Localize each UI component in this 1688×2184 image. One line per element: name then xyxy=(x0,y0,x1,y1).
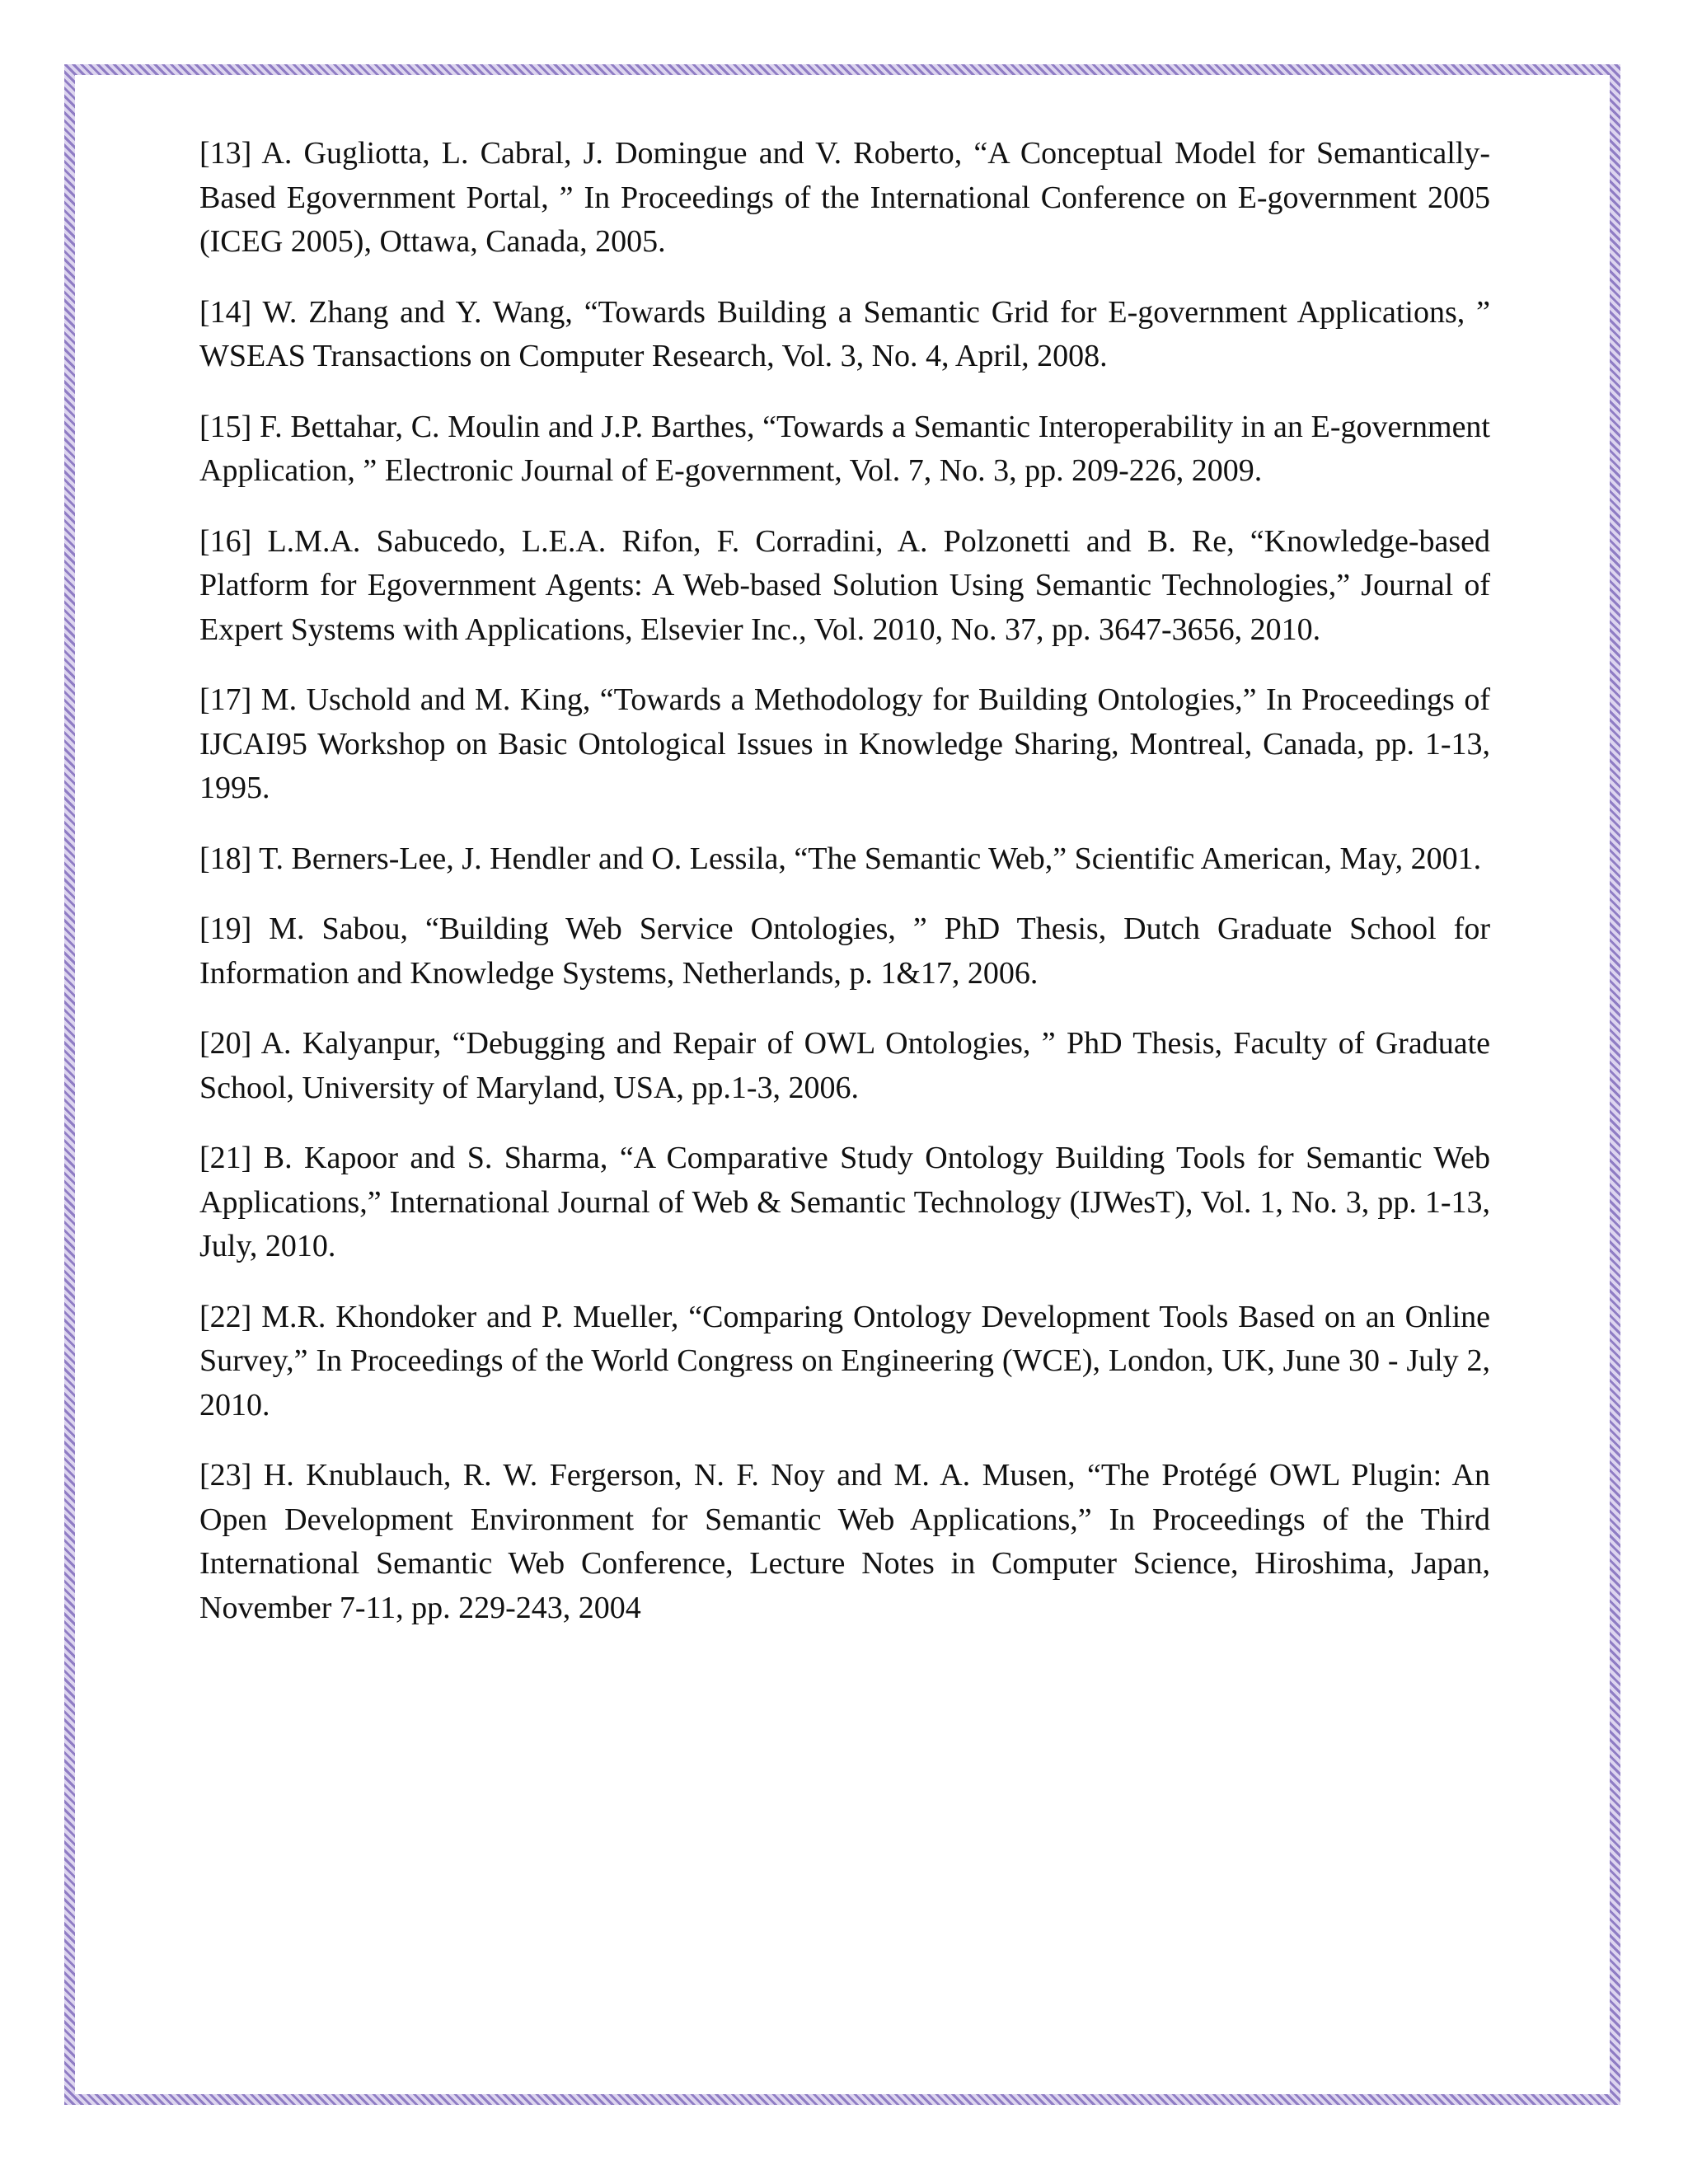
reference-23: [23] H. Knublauch, R. W. Fergerson, N. F. Noy and M. A. Musen, “The Protégé OWL Plugin: An Open Development Environment for Semantic Web Applications,” In Proceedings of the Third International Semantic Web Conference, Lecture Notes in Computer Science, Hiroshima, Japan, November 7-11, pp. 229-243, 2004 xyxy=(199,1458,1490,1625)
reference-17: [17] M. Uschold and M. King, “Towards a Methodology for Building Ontologies,” In Proceedings of IJCAI95 Workshop on Basic Ontological Issues in Knowledge Sharing, Montreal, Canada, pp. 1-13, 1995. xyxy=(199,682,1490,805)
reference-13: [13] A. Gugliotta, L. Cabral, J. Domingue and V. Roberto, “A Conceptual Model for Semantically-Based Egovernment Portal, ” In Proceedings of the International Conference on E-government 2005 (ICEG 2005), Ottawa, Canada, 2005. xyxy=(199,136,1490,259)
reference-15: [15] F. Bettahar, C. Moulin and J.P. Barthes, “Towards a Semantic Interoperability in an E-government Application, ” Electronic Journal of E-government, Vol. 7, No. 3, pp. 209-226, 2009. xyxy=(199,409,1490,488)
reference-22: [22] M.R. Khondoker and P. Mueller, “Comparing Ontology Development Tools Based on an Online Survey,” In Proceedings of the World Congress on Engineering (WCE), London, UK, June 30 - July 2, 2010. xyxy=(199,1299,1490,1422)
reference-19: [19] M. Sabou, “Building Web Service Ontologies, ” PhD Thesis, Dutch Graduate School for Information and Knowledge Systems, Netherlands, p. 1&17, 2006. xyxy=(199,912,1490,991)
reference-21: [21] B. Kapoor and S. Sharma, “A Comparative Study Ontology Building Tools for Semantic Web Applications,” International Journal of Web & Semantic Technology (IJWesT), Vol. 1, No. 3, pp. 1-13, July, 2010. xyxy=(199,1141,1490,1263)
reference-14: [14] W. Zhang and Y. Wang, “Towards Building a Semantic Grid for E-government Applications, ” WSEAS Transactions on Computer Research, Vol. 3, No. 4, April, 2008. xyxy=(199,294,1490,373)
reference-16: [16] L.M.A. Sabucedo, L.E.A. Rifon, F. Corradini, A. Polzonetti and B. Re, “Knowledge-based Platform for Egovernment Agents: A Web-based Solution Using Semantic Technologies,” Journal of Expert Systems with Applications, Elsevier Inc., Vol. 2010, No. 37, pp. 3647-3656, 2010. xyxy=(199,523,1490,647)
reference-18: [18] T. Berners-Lee, J. Hendler and O. Lessila, “The Semantic Web,” Scientific American, May, 2001. xyxy=(199,841,1482,876)
reference-20: [20] A. Kalyanpur, “Debugging and Repair of OWL Ontologies, ” PhD Thesis, Faculty of Graduate School, University of Maryland, USA, pp.1-3, 2006. xyxy=(199,1026,1490,1105)
references-list xyxy=(199,132,1490,1657)
